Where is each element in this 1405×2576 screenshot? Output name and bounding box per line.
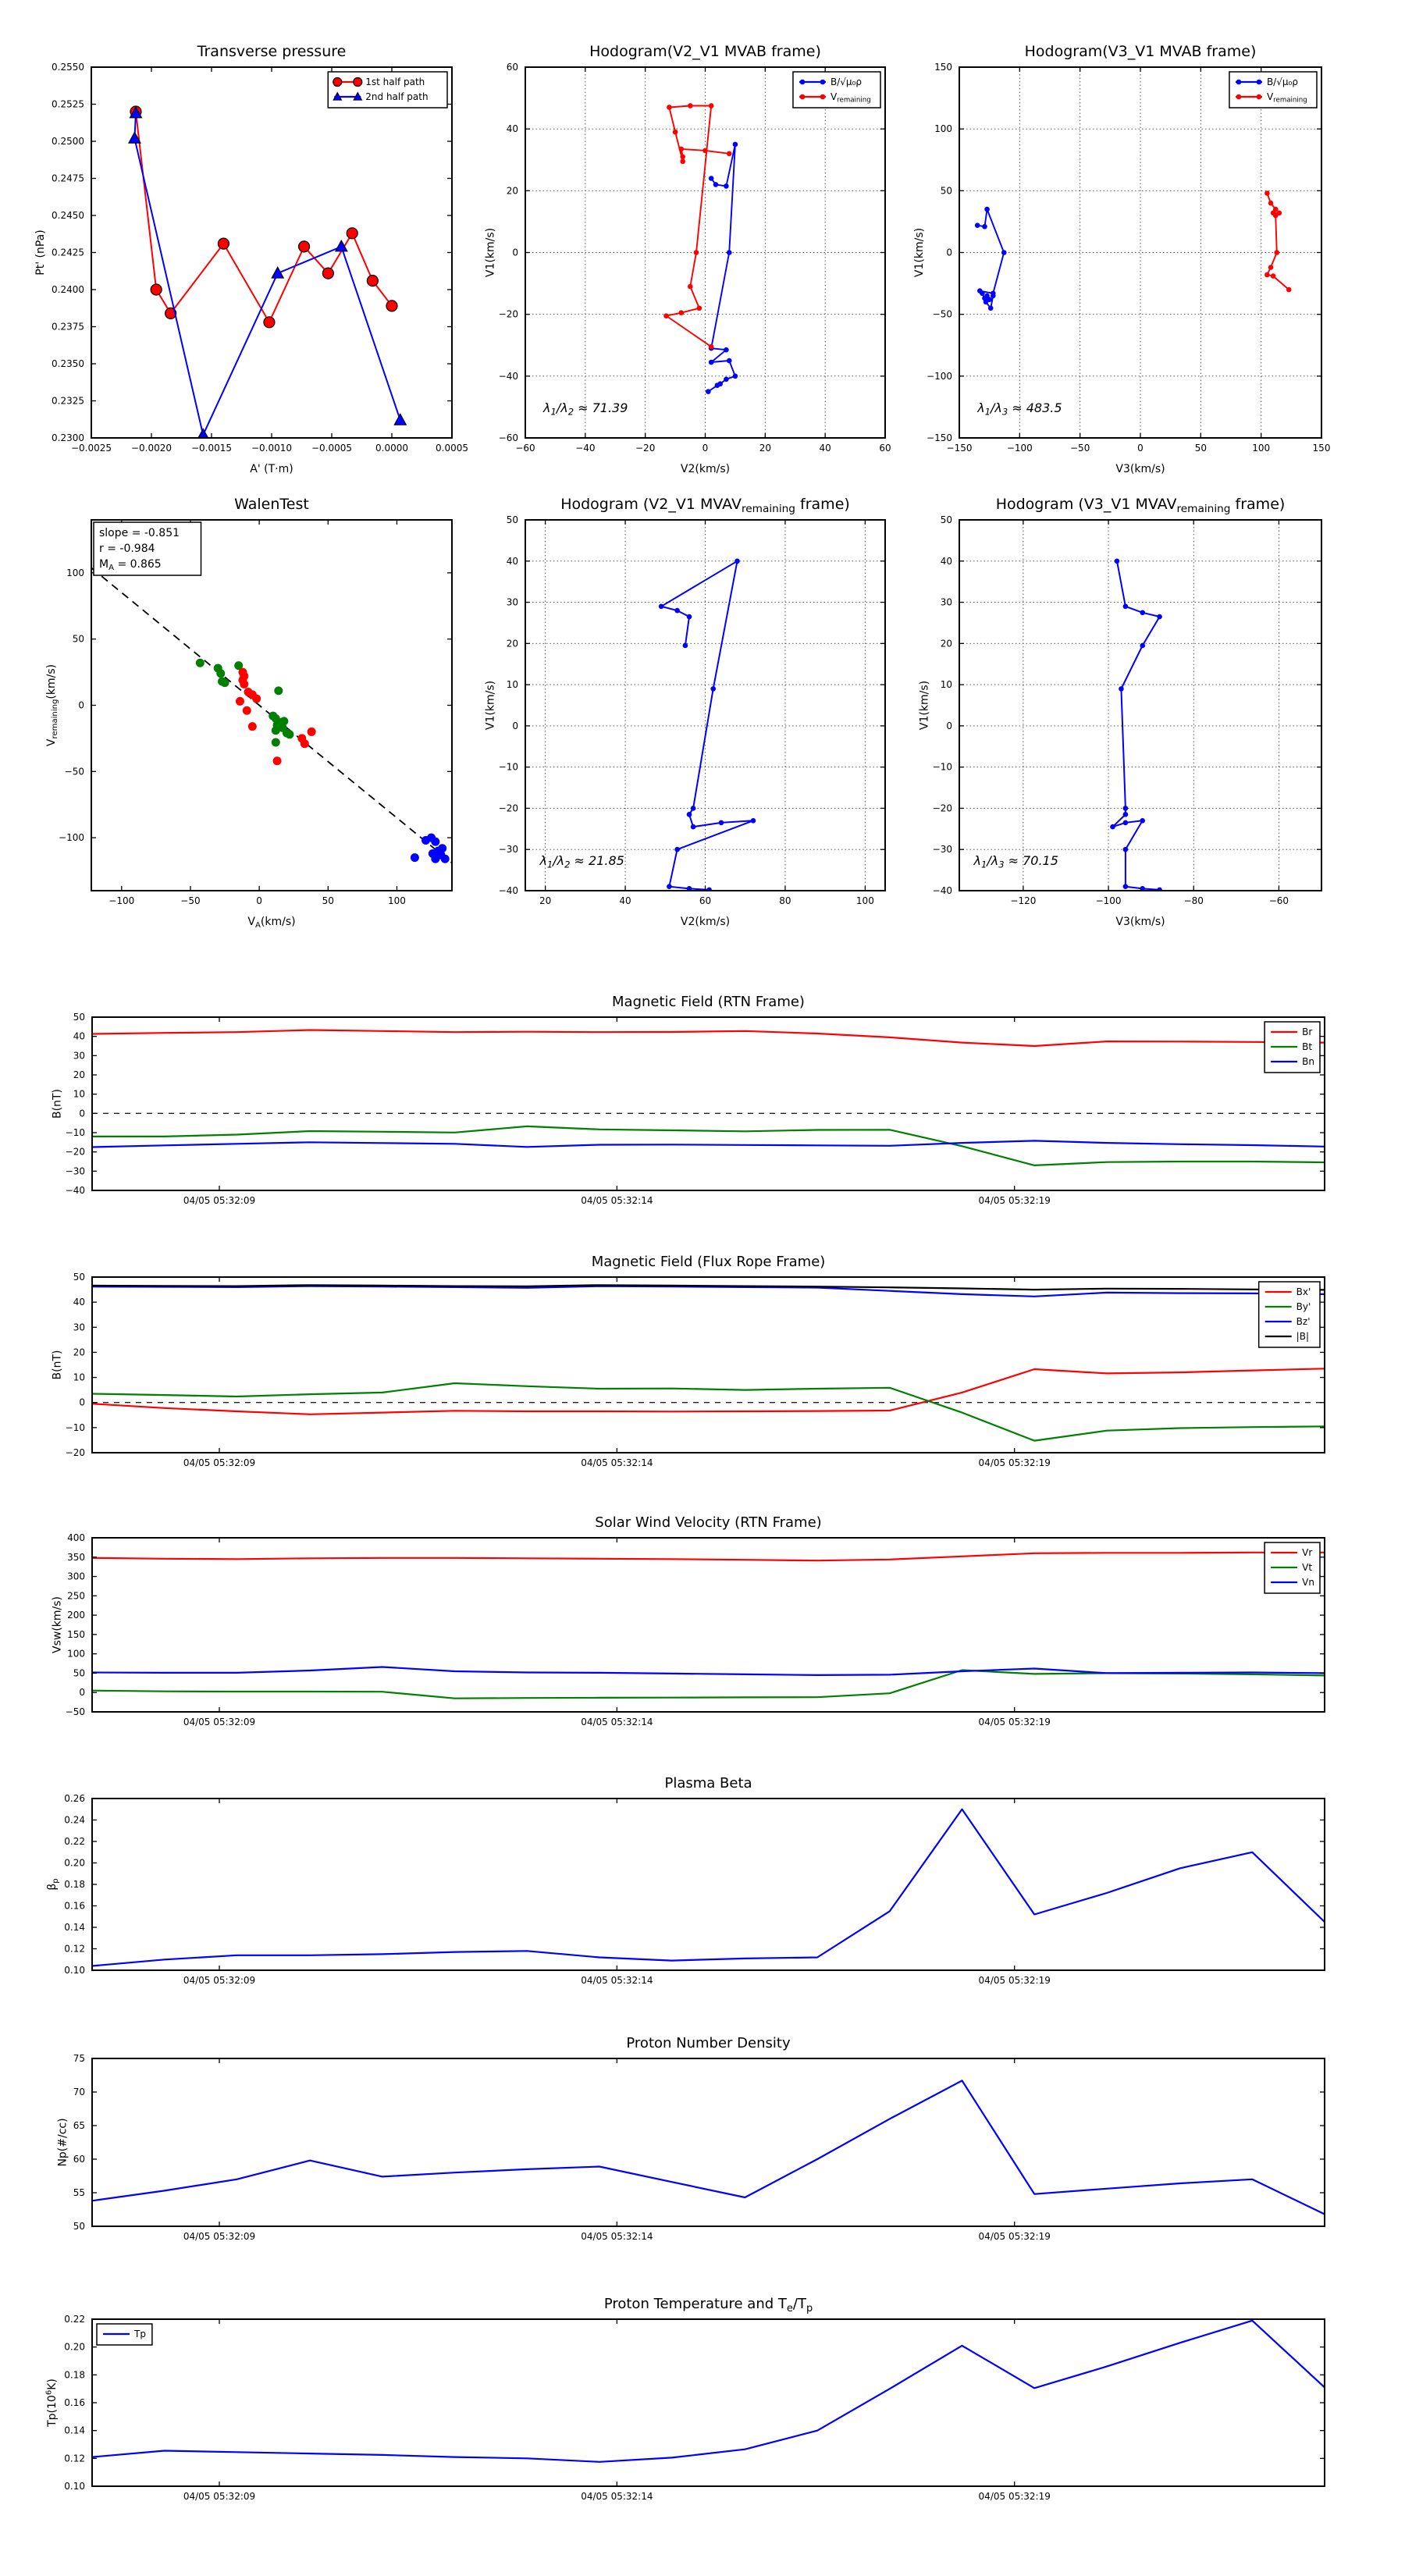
stats-line: $M_A = 0.865$: [99, 558, 162, 573]
y-tick-label: 0: [79, 1687, 85, 1699]
annotation-text: $\lambda_1/\lambda_3 \approx 483.5$: [977, 400, 1062, 418]
chart-hodogram-v2v1-mvab: [484, 43, 891, 475]
legend-label: $V_{remaining}$: [830, 91, 871, 105]
chart-title: Hodogram(V2_V1 MVAB frame): [589, 43, 821, 60]
y-tick-label: 0.24: [64, 1814, 85, 1826]
x-tick-label: 40: [619, 895, 631, 906]
annotation-text: $\lambda_1/\lambda_2 \approx 21.85$: [539, 852, 624, 870]
y-tick-label: 0.20: [64, 1857, 85, 1869]
legend-label: $V_{remaining}$: [1266, 91, 1307, 105]
chart-transverse-pressure: [34, 43, 468, 475]
y-tick-label: 30: [73, 1322, 85, 1333]
y-tick-label: 55: [73, 2187, 85, 2198]
y-tick-label: 0.22: [64, 1836, 85, 1847]
y-tick-label: −40: [932, 885, 952, 896]
series-group: [91, 568, 452, 863]
y-tick-label: 0.22: [64, 2314, 85, 2325]
x-tick-label: −120: [1010, 895, 1037, 906]
x-tick-label: −50: [1070, 443, 1090, 454]
legend: [97, 2324, 152, 2345]
axes-spines: [91, 67, 452, 438]
y-tick-label: 0.14: [64, 1922, 85, 1933]
y-tick-label: 0: [79, 1108, 85, 1119]
x-tick-label: 04/05 05:32:14: [581, 1195, 653, 1206]
axis-ticks: [92, 1799, 1325, 1970]
y-tick-label: 100: [66, 567, 84, 578]
chart-svg: [51, 994, 1325, 1206]
chart-plasma-beta: [45, 1775, 1325, 1986]
stats-box: [94, 522, 201, 575]
y-tick-label: 50: [72, 633, 84, 645]
axes-spines: [525, 520, 885, 891]
x-tick-label: −40: [575, 443, 596, 454]
y-tick-label: 0.2500: [52, 136, 84, 147]
x-axis-label: $V_A(km/s)$: [247, 916, 296, 930]
chart-title: Hodogram (V2_V1 $MVAV_{remaining}$ frame): [560, 496, 850, 516]
y-tick-label: 0.2350: [52, 358, 84, 369]
y-tick-label: 0.10: [64, 1965, 85, 1976]
y-tick-label: 250: [67, 1590, 85, 1602]
y-tick-label: 10: [940, 679, 952, 691]
y-tick-label: 40: [506, 123, 518, 135]
y-tick-label: 0.18: [64, 1879, 85, 1890]
y-tick-label: 350: [67, 1551, 85, 1563]
y-tick-label: 50: [73, 1667, 85, 1679]
chart-svg: [484, 43, 891, 475]
x-tick-label: 04/05 05:32:19: [978, 1457, 1051, 1468]
annotation-text: $\lambda_1/\lambda_2 \approx 71.39$: [543, 400, 628, 418]
x-tick-label: 04/05 05:32:19: [978, 1975, 1051, 1986]
x-tick-label: 60: [699, 895, 712, 906]
series-Bn: [92, 1140, 1325, 1147]
x-tick-label: −0.0025: [70, 443, 112, 454]
y-tick-label: −50: [932, 308, 952, 320]
x-tick-label: −20: [635, 443, 656, 454]
y-axis-label: Vsw(km/s): [51, 1596, 64, 1654]
chart-magnetic-field-fluxrope: [51, 1254, 1325, 1468]
y-tick-label: 0: [78, 699, 84, 711]
y-axis-label: B(nT): [51, 1350, 64, 1380]
x-tick-label: −0.0005: [311, 443, 353, 454]
y-tick-label: −40: [498, 370, 518, 382]
y-tick-label: 75: [73, 2053, 85, 2064]
legend: [793, 72, 880, 108]
x-tick-label: 04/05 05:32:09: [183, 2491, 256, 2502]
x-tick-label: 100: [388, 895, 406, 906]
series-group: [92, 1030, 1325, 1165]
x-tick-label: 04/05 05:32:09: [183, 1195, 256, 1206]
y-tick-label: 100: [934, 123, 952, 135]
axis-ticks: [92, 1538, 1325, 1712]
y-tick-label: 0.2400: [52, 284, 84, 295]
series-scatter blue: [411, 834, 450, 863]
series-V remaining: [663, 103, 731, 349]
chart-title: Magnetic Field (Flux Rope Frame): [591, 1254, 826, 1270]
series-V3_V1 path: [1110, 558, 1162, 892]
x-tick-label: −60: [1268, 895, 1289, 906]
series-Bz': [92, 1286, 1325, 1297]
x-tick-label: 100: [1252, 443, 1271, 454]
legend-label: 1st half path: [365, 76, 425, 87]
series-2nd half path: [129, 107, 407, 439]
series-B/sqrt(mu0 rho): [706, 142, 738, 394]
y-axis-label: $\beta_p$: [45, 1878, 60, 1891]
series-V remaining: [1264, 190, 1291, 292]
x-tick-label: 04/05 05:32:14: [581, 2231, 653, 2242]
y-axis-label: V1(km/s): [918, 680, 931, 731]
series-beta_p: [92, 1809, 1325, 1966]
y-axis-label: $V_{remaining}(km/s)$: [44, 664, 59, 747]
grid: [959, 520, 1321, 891]
y-axis-label: Pt' (nPa): [34, 229, 48, 276]
legend: [328, 72, 447, 108]
axes-spines: [959, 67, 1321, 438]
axis-ticks: [959, 67, 1321, 438]
x-tick-label: −150: [946, 443, 973, 454]
axes-spines: [92, 2319, 1325, 2486]
y-tick-label: 0: [512, 247, 518, 258]
series-Tp: [92, 2321, 1325, 2462]
legend: [1264, 1542, 1320, 1593]
x-tick-label: −100: [1006, 443, 1033, 454]
grid: [959, 67, 1321, 438]
x-tick-label: 04/05 05:32:09: [183, 1457, 256, 1468]
y-tick-label: −20: [65, 1146, 85, 1158]
y-tick-label: 0.18: [64, 2369, 85, 2381]
legend-label: B/√μ₀ρ: [1266, 76, 1298, 87]
y-tick-label: −20: [65, 1447, 85, 1458]
legend-label: Tp: [134, 2329, 146, 2339]
y-tick-label: 50: [940, 185, 952, 197]
y-tick-label: 30: [73, 1050, 85, 1062]
chart-title: Magnetic Field (RTN Frame): [612, 994, 805, 1010]
x-tick-label: −60: [515, 443, 535, 454]
x-tick-label: 60: [879, 443, 891, 454]
legend-label: 2nd half path: [365, 91, 429, 102]
chart-hodogram-v2v1-mvav: [484, 496, 885, 928]
x-tick-label: 04/05 05:32:09: [183, 1975, 256, 1986]
legend-label: Vt: [1302, 1562, 1313, 1573]
x-tick-label: 50: [1194, 443, 1207, 454]
y-tick-label: −60: [498, 432, 518, 443]
y-axis-label: V1(km/s): [484, 227, 497, 278]
x-tick-label: 04/05 05:32:14: [581, 1457, 653, 1468]
x-tick-label: 80: [779, 895, 791, 906]
y-tick-label: 0: [512, 720, 518, 731]
y-tick-label: 0: [946, 720, 952, 731]
legend: [1264, 1022, 1320, 1073]
y-tick-label: 40: [506, 555, 518, 567]
chart-hodogram-v3v1-mvav: [918, 496, 1321, 928]
chart-hodogram-v3v1-mvab: [912, 43, 1331, 475]
chart-title: WalenTest: [234, 496, 309, 513]
legend-label: Br: [1302, 1026, 1313, 1037]
y-tick-label: 0.2300: [52, 432, 84, 443]
chart-title: Plasma Beta: [664, 1775, 752, 1791]
axes-spines: [92, 1017, 1325, 1190]
series-Vr: [92, 1553, 1325, 1560]
legend-label: |B|: [1296, 1331, 1310, 1342]
chart-walen-test: [44, 496, 452, 930]
y-axis-label: Np(#/cc): [56, 2118, 69, 2167]
series-group: [92, 1553, 1325, 1699]
y-tick-label: 20: [940, 638, 952, 649]
x-axis-label: V2(km/s): [680, 916, 731, 928]
y-tick-label: 0.16: [64, 2397, 85, 2408]
x-tick-label: −80: [1183, 895, 1204, 906]
y-tick-label: 400: [67, 1532, 85, 1543]
chart-svg: [44, 496, 452, 930]
x-tick-label: 04/05 05:32:09: [183, 1717, 256, 1727]
y-tick-label: 30: [940, 596, 952, 608]
chart-svg: [912, 43, 1331, 475]
x-axis-label: V3(km/s): [1115, 463, 1165, 475]
x-tick-label: 04/05 05:32:19: [978, 2491, 1051, 2502]
x-tick-label: 04/05 05:32:14: [581, 2491, 653, 2502]
chart-title: Hodogram(V3_V1 MVAB frame): [1024, 43, 1257, 60]
chart-title: Proton Temperature and $T_e/T_p$: [603, 2296, 813, 2314]
series-B/sqrt(mu0 rho): [975, 207, 1007, 311]
legend-label: Vn: [1302, 1577, 1314, 1588]
y-tick-label: 10: [73, 1088, 85, 1100]
y-tick-label: −20: [498, 802, 518, 814]
y-tick-label: −100: [927, 370, 952, 382]
series-V2_V1 path: [659, 558, 756, 892]
x-tick-label: −0.0010: [251, 443, 293, 454]
x-tick-label: −50: [180, 895, 201, 906]
x-tick-label: 04/05 05:32:14: [581, 1975, 653, 1986]
x-tick-label: 04/05 05:32:09: [183, 2231, 256, 2242]
y-tick-label: −100: [59, 832, 84, 844]
legend-label: Bn: [1302, 1056, 1314, 1067]
y-tick-label: 300: [67, 1571, 85, 1582]
y-tick-label: −10: [932, 761, 952, 773]
y-tick-label: 50: [506, 514, 518, 525]
x-tick-label: 0: [1137, 443, 1144, 454]
y-tick-label: 20: [73, 1347, 85, 1358]
series-Bt: [92, 1126, 1325, 1165]
x-tick-label: 150: [1312, 443, 1331, 454]
axis-ticks: [92, 2058, 1325, 2226]
y-tick-label: 50: [940, 514, 952, 525]
x-tick-label: 0.0005: [436, 443, 468, 454]
y-axis-label: B(nT): [51, 1089, 64, 1119]
y-tick-label: −10: [65, 1127, 85, 1138]
y-tick-label: −40: [65, 1185, 85, 1196]
axes-spines: [92, 1799, 1325, 1970]
stats-line: slope = -0.851: [99, 527, 180, 539]
series-group: [663, 103, 738, 394]
y-tick-label: −30: [932, 844, 952, 856]
y-tick-label: 0: [79, 1397, 85, 1408]
axes-spines: [92, 1277, 1325, 1453]
axis-ticks: [959, 520, 1321, 891]
chart-title: Proton Number Density: [626, 2035, 791, 2051]
y-tick-label: 50: [73, 2221, 85, 2232]
y-tick-label: 0.2475: [52, 173, 84, 184]
y-tick-label: −10: [65, 1421, 85, 1433]
y-tick-label: 0: [946, 247, 952, 258]
x-tick-label: −0.0015: [190, 443, 233, 454]
y-tick-label: 40: [940, 555, 952, 567]
chart-svg: [51, 1514, 1325, 1727]
y-tick-label: 0.14: [64, 2425, 85, 2436]
y-tick-label: 50: [73, 1012, 85, 1023]
axis-ticks: [92, 1277, 1325, 1453]
y-tick-label: 0.16: [64, 1900, 85, 1912]
x-tick-label: 20: [759, 443, 771, 454]
chart-title: Solar Wind Velocity (RTN Frame): [595, 1514, 822, 1531]
y-tick-label: 0.2550: [52, 62, 84, 73]
series-group: [659, 558, 756, 892]
y-tick-label: 200: [67, 1610, 85, 1621]
x-tick-label: 0: [702, 443, 709, 454]
legend-label: Bz': [1296, 1316, 1311, 1327]
chart-svg: [44, 2296, 1325, 2502]
y-tick-label: −20: [932, 802, 952, 814]
legend-label: Vr: [1302, 1547, 1313, 1558]
y-tick-label: 40: [73, 1297, 85, 1308]
y-tick-label: −20: [498, 308, 518, 320]
y-tick-label: 20: [506, 185, 518, 197]
series-group: [92, 1809, 1325, 1966]
y-axis-label: V1(km/s): [484, 680, 497, 731]
chart-svg: [918, 496, 1321, 928]
y-tick-label: 0.2450: [52, 210, 84, 221]
y-tick-label: 0.12: [64, 1943, 85, 1955]
axis-ticks: [92, 2319, 1325, 2486]
y-tick-label: 60: [506, 62, 518, 73]
chart-solar-wind-velocity: [51, 1514, 1325, 1727]
series-Bx': [92, 1368, 1325, 1414]
x-tick-label: 04/05 05:32:19: [978, 2231, 1051, 2242]
y-tick-label: 20: [506, 638, 518, 649]
legend: [1259, 1282, 1320, 1347]
y-tick-label: −30: [65, 1165, 85, 1177]
x-axis-label: V3(km/s): [1115, 916, 1165, 928]
y-tick-label: 0.26: [64, 1793, 85, 1804]
y-tick-label: 100: [67, 1648, 85, 1660]
annotation-text: $\lambda_1/\lambda_3 \approx 70.15$: [973, 852, 1058, 870]
x-tick-label: 04/05 05:32:14: [581, 1717, 653, 1727]
axes-spines: [92, 2058, 1325, 2226]
y-tick-label: 30: [506, 596, 518, 608]
x-tick-label: 04/05 05:32:19: [978, 1195, 1051, 1206]
series-Np: [92, 2080, 1325, 2214]
y-tick-label: 65: [73, 2120, 85, 2131]
chart-svg: [56, 2035, 1325, 2242]
axes-spines: [959, 520, 1321, 891]
legend-label: Bx': [1296, 1286, 1311, 1297]
x-tick-label: 50: [322, 895, 334, 906]
chart-svg: [34, 43, 468, 475]
y-tick-label: 10: [73, 1372, 85, 1383]
x-axis-label: A' (T·m): [250, 463, 293, 475]
x-tick-label: 04/05 05:32:19: [978, 1717, 1051, 1727]
series-Br: [92, 1030, 1325, 1047]
y-tick-label: −50: [64, 766, 84, 777]
legend-label: Bt: [1302, 1041, 1313, 1052]
series-group: [975, 190, 1292, 311]
chart-svg: [484, 496, 885, 928]
y-tick-label: −40: [498, 885, 518, 896]
legend-label: By': [1296, 1301, 1311, 1312]
y-tick-label: 0.20: [64, 2341, 85, 2353]
chart-svg: [51, 1254, 1325, 1468]
series-group: [92, 1285, 1325, 1440]
y-tick-label: 40: [73, 1030, 85, 1042]
chart-title: Transverse pressure: [197, 43, 347, 60]
x-tick-label: −0.0020: [130, 443, 173, 454]
axis-ticks: [525, 520, 885, 891]
series-group: [92, 2321, 1325, 2462]
y-tick-label: 0.2425: [52, 247, 84, 258]
chart-proton-temperature: [44, 2296, 1325, 2502]
x-tick-label: 40: [819, 443, 831, 454]
chart-title: Hodogram (V3_V1 $MVAV_{remaining}$ frame): [995, 496, 1286, 516]
y-tick-label: 0.2325: [52, 395, 84, 407]
legend-label: B/√μ₀ρ: [830, 76, 862, 87]
series-group: [92, 2080, 1325, 2214]
x-tick-label: −100: [108, 895, 135, 906]
y-tick-label: 0.2525: [52, 98, 84, 110]
y-tick-label: −150: [927, 432, 952, 443]
y-tick-label: −30: [498, 844, 518, 856]
x-tick-label: 100: [855, 895, 874, 906]
y-tick-label: 150: [934, 62, 952, 73]
y-tick-label: 20: [73, 1069, 85, 1080]
axis-ticks: [91, 67, 452, 438]
y-tick-label: −50: [65, 1706, 85, 1717]
y-tick-label: 0.2375: [52, 321, 84, 333]
x-tick-label: 0: [256, 895, 262, 906]
x-tick-label: 20: [539, 895, 552, 906]
y-axis-label: $Tp(10^6K)$: [44, 2379, 59, 2427]
chart-magnetic-field-rtn: [51, 994, 1325, 1206]
series-group: [129, 106, 407, 439]
y-tick-label: 60: [73, 2154, 85, 2165]
stats-line: r = -0.984: [99, 543, 155, 555]
grid: [525, 67, 885, 438]
y-tick-label: 50: [73, 1272, 85, 1283]
x-axis-label: V2(km/s): [680, 463, 731, 475]
grid: [525, 520, 885, 891]
y-tick-label: 0.10: [64, 2481, 85, 2492]
y-tick-label: 10: [506, 679, 518, 691]
y-tick-label: 0.12: [64, 2453, 85, 2464]
y-tick-label: 150: [67, 1628, 85, 1640]
axis-ticks: [92, 1017, 1325, 1190]
y-axis-label: V1(km/s): [912, 227, 926, 278]
y-tick-label: 70: [73, 2087, 85, 2097]
legend: [1229, 72, 1317, 108]
series-group: [1110, 558, 1162, 892]
axes-spines: [92, 1538, 1325, 1712]
x-tick-label: 0.0000: [375, 443, 408, 454]
chart-proton-number-density: [56, 2035, 1325, 2242]
x-tick-label: −100: [1095, 895, 1122, 906]
y-tick-label: −10: [498, 761, 518, 773]
